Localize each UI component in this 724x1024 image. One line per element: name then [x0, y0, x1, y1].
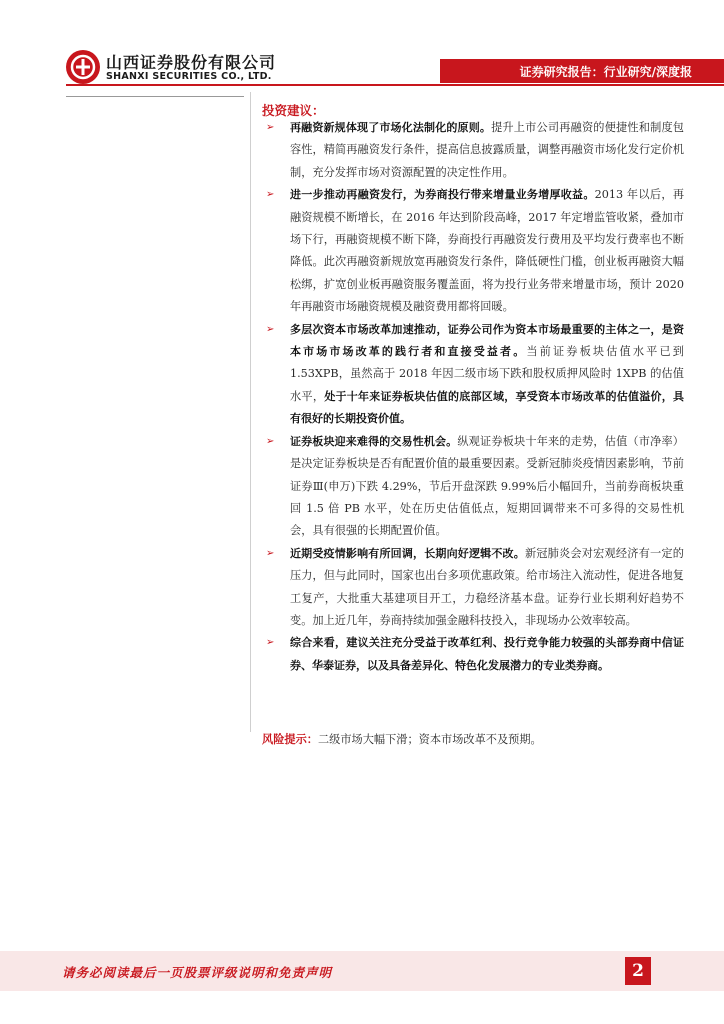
header-divider	[66, 84, 724, 86]
disclaimer-notice: 请务必阅读最后一页股票评级说明和免责声明	[62, 965, 333, 980]
bullet-text: 当前证券板块估值水平已到 1.53XPB，虽然高于 2018 年因二级市场下跌和股权质押风险时 1XPB 的估值水平，	[290, 345, 684, 403]
arrow-bullet-icon: ➢	[266, 323, 275, 335]
arrow-bullet-icon: ➢	[266, 122, 275, 133]
bullet-text: 2013 年以后，再融资规模不断增长，在 2016 年达到阶段高峰，2017 年定增监管收紧，叠加市场下行，再融资规模不断下降，券商投行再融资发行费用及平均发行费率也不断降低。此次再融资新规放宽再融资发行条件，降低硬性门槛，创业板再融资大幅松绑，扩宽创业板再融资服务覆盖面，将为投行业务带来增量市场，预计 2020 年再融资市场融资规模及融资费用都将回暖。	[290, 188, 685, 314]
list-item	[262, 543, 684, 633]
risk-label: 风险提示：	[262, 733, 318, 746]
company-name-cn: 山西证券股份有限公司	[106, 53, 277, 72]
column-separator	[250, 92, 251, 732]
left-column-divider	[66, 96, 244, 97]
report-type-banner	[440, 59, 724, 83]
arrow-bullet-icon: ➢	[266, 189, 275, 201]
list-item	[262, 431, 684, 543]
recommendation-list	[262, 117, 684, 677]
list-item	[262, 184, 684, 318]
company-name-en: SHANXI SECURITIES CO., LTD.	[106, 71, 272, 82]
risk-text: 二级市场大幅下滑；资本市场改革不及预期。	[317, 733, 542, 746]
bullet-heading: 多层次资本市场改革加速推动，证券公司作为资本市场最重要的主体之一，是资本市场市场改革的践行者和直接受益者。	[290, 322, 684, 359]
shanxi-securities-logo-icon	[66, 50, 100, 84]
bullet-heading: 综合来看，建议关注充分受益于改革红利、投行竞争能力较强的头部券商中信证券、华泰证券，以及具备差异化、特色化发展潜力的专业类券商。	[290, 636, 684, 672]
bullet-heading: 再融资新规体现了市场化法制化的原则。	[290, 121, 492, 134]
list-item	[262, 632, 684, 677]
bullet-heading: 近期受疫情影响有所回调，长期向好逻辑不改。	[290, 546, 525, 560]
list-item	[262, 117, 684, 184]
arrow-bullet-icon: ➢	[266, 547, 275, 559]
bullet-text: 新冠肺炎会对宏观经济有一定的压力，但与此同时，国家也出台多项优惠政策。给市场注入流动性，促进各地复工复产，大批重大基建项目开工，力稳经济基本盘。证券行业长期利好趋势不变。加上近几年，券商持续加强金融科技投入，非现场办公效率较高。	[290, 546, 684, 627]
bullet-heading: 进一步推动再融资发行，为券商投行带来增量业务增厚收益。	[290, 188, 595, 202]
risk-warning	[262, 729, 702, 751]
section-title: 投资建议：	[262, 103, 325, 118]
page-number: 2	[625, 957, 651, 985]
list-item	[262, 319, 684, 431]
bullet-emphasis: 处于十年来证券板块估值的底部区域，享受资本市场改革的估值溢价，具有很好的长期投资价值。	[290, 389, 684, 426]
bullet-heading: 证券板块迎来难得的交易性机会。	[290, 434, 458, 448]
bullet-text: 纵观证券板块十年来的走势，估值（市净率）是决定证券板块是否有配置价值的最重要因素。受新冠肺炎疫情因素影响，节前证券Ⅲ(申万)下跌 4.29%，节后开盘深跌 9.99%后小幅回升，当前券商板块重回 1.5 倍 PB 水平，处在历史估值低点，短期回调带来不可多得的交易性机会，具有很强的长期配置价值。	[290, 434, 684, 538]
report-type-label: 证券研究报告：行业研究/深度报	[519, 65, 692, 79]
arrow-bullet-icon: ➢	[266, 435, 275, 447]
arrow-bullet-icon: ➢	[266, 637, 275, 649]
bullet-text: 提升上市公司再融资的便捷性和制度包容性，精简再融资发行条件，提高信息披露质量，调整再融资市场化发行定价机制，充分发挥市场对资源配置的决定性作用。	[290, 121, 684, 179]
